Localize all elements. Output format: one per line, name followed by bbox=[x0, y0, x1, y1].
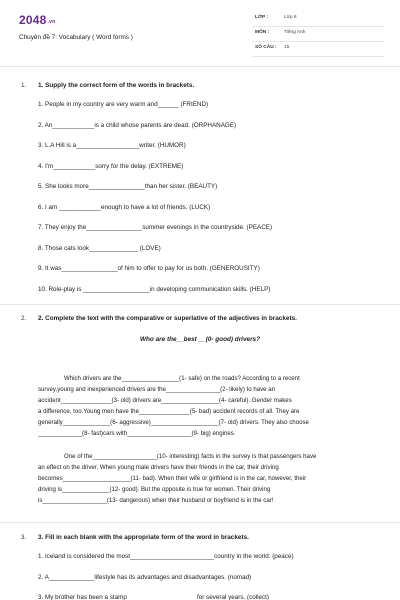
paragraph-2 bbox=[38, 451, 373, 506]
section-title: 3. Fill in each blank with the appropriate form of the word in brackets. bbox=[38, 534, 249, 541]
text-line: becomes____________________(11- bad). When their wife or girlfriend is in the car, however, their bbox=[38, 475, 307, 482]
meta-key: LỚP : bbox=[255, 15, 269, 20]
header-divider bbox=[0, 66, 400, 67]
list-item: 7. They enjoy the________________summer evenings in the countryside. (PEACE) bbox=[38, 224, 273, 231]
list-item: 1. Iceland is considered the most________________________country in the world. (peace) bbox=[38, 553, 294, 560]
example-question: Who are the__best __(0- good) drivers? bbox=[139, 336, 261, 343]
meta-key: SỐ CÂU : bbox=[255, 45, 277, 50]
meta-value: Tiếng Anh bbox=[284, 30, 306, 35]
list-item: 3. My brother has been a stamp____________________for several years. (collect) bbox=[38, 594, 270, 600]
paragraph-1 bbox=[38, 373, 373, 439]
text-line: Which drivers are the_________________(1- safe) on the roads? According to a recent bbox=[64, 375, 300, 382]
section-number: 2. bbox=[21, 315, 27, 322]
meta-key: MÔN : bbox=[255, 30, 270, 35]
section-divider bbox=[0, 304, 400, 305]
text-line: a difference, too.Young men have the_______________(5- bad) accident records of all. They are bbox=[38, 408, 300, 415]
text-line: an effect on the driver. When young male drivers have their friends in the car, their driving bbox=[38, 464, 279, 471]
logo-sub: .vn bbox=[47, 19, 56, 25]
text-line: is___________________(13- dangerous) when their husband or boyfriend is in the car! bbox=[38, 497, 274, 504]
section-divider bbox=[0, 522, 400, 523]
list-item: 1. People in my country are very warm and______ (FRIEND) bbox=[38, 101, 209, 108]
header bbox=[0, 0, 400, 66]
section-1 bbox=[0, 82, 400, 302]
meta-row-subject bbox=[252, 27, 384, 42]
meta-row-class bbox=[252, 12, 384, 27]
meta-table bbox=[252, 12, 384, 57]
list-item: 3. L.A Hill is a__________________writer. (HUMOR) bbox=[38, 142, 186, 149]
list-item: 6. I am ____________enough to have a lot of friends. (LUCK) bbox=[38, 203, 211, 211]
list-item: 2. An____________is a child whose parents are dead. (ORPHANAGE) bbox=[38, 121, 237, 129]
meta-row-count bbox=[252, 42, 384, 57]
logo-main: 2048 bbox=[19, 13, 47, 27]
list-item: 2. A_____________lifestyle has its advantages and disadvantages. (nomad) bbox=[38, 573, 252, 581]
list-item: 10. Role-play is ___________________in developing communication skills. (HELP) bbox=[38, 285, 271, 293]
text-line: _____________(8- fast)cars with___________________(9- big) engines. bbox=[38, 430, 236, 437]
list-item: 8. Those cats look______________ (LOVE) bbox=[38, 244, 161, 252]
topic-title: Chuyên đề 7: Vocabulary ( Word forms ) bbox=[19, 34, 133, 41]
section-title: 2. Complete the text with the comparative or superlative of the adjectives in brackets. bbox=[38, 315, 297, 322]
list-item: 9. It was________________of him to offer to pay for us both. (GENEROUSITY) bbox=[38, 265, 260, 272]
text-line: generally______________(6- aggressive)____________________(7- old) drivers. They also choose bbox=[38, 419, 309, 426]
section-title: 1. Supply the correct form of the words in brackets. bbox=[38, 82, 195, 89]
text-line: accident_______________(3- old) drivers are_________________(4- careful). Gender makes bbox=[38, 397, 292, 404]
section-3 bbox=[0, 534, 400, 600]
logo bbox=[19, 13, 55, 28]
text-line: One of the___________________(10- interesting) facts in the survey is that passengers have bbox=[64, 453, 317, 460]
meta-value: 15 bbox=[284, 45, 290, 50]
section-number: 1. bbox=[21, 82, 27, 89]
meta-value: Lớp 8 bbox=[284, 15, 297, 20]
text-line: survey,young and inexperienced drivers are the________________(2- likely) to have an bbox=[38, 386, 276, 393]
list-item: 5. She looks more________________than her sister. (BEAUTY) bbox=[38, 183, 218, 190]
section-number: 3. bbox=[21, 534, 27, 541]
text-line: driving is______________(12- good). But the opposite is true for women. Their driving bbox=[38, 486, 271, 493]
list-item: 4. I'm____________sorry for the delay. (EXTREME) bbox=[38, 162, 184, 170]
